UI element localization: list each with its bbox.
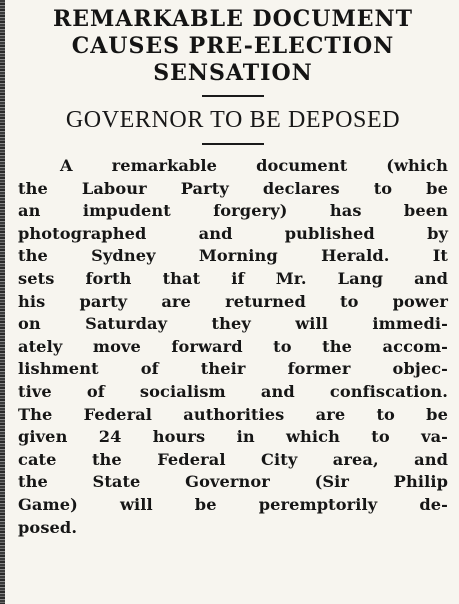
body-line: an impudent forgery) has been [18, 201, 448, 221]
body-line: photographed and published by [18, 223, 448, 243]
body-line: the Sydney Morning Herald. It [18, 246, 448, 266]
news-article [18, 6, 448, 539]
body-line: Game) will be peremptorily de- [18, 494, 448, 514]
body-line: the State Governor (Sir Philip [18, 472, 448, 492]
body-line: ately move forward to the accom- [18, 336, 448, 356]
headline-line: SENSATION [153, 60, 313, 86]
body-line: posed. [18, 517, 78, 537]
headline-divider [202, 95, 264, 97]
body-line: on Saturday they will immedi- [18, 314, 448, 334]
headline-line: REMARKABLE DOCUMENT [52, 6, 414, 32]
body-line: the Labour Party declares to be [18, 178, 448, 198]
body-line: cate the Federal City area, and [18, 449, 448, 469]
body-line: his party are returned to power [18, 291, 448, 311]
headline [18, 6, 448, 87]
subheadline-divider [202, 143, 264, 145]
body-line: A remarkable document (which [60, 156, 448, 175]
body-line: The Federal authorities are to be [18, 404, 448, 424]
page-edge-scan-artifact [0, 0, 5, 604]
body-line: sets forth that if Mr. Lang and [18, 268, 448, 288]
body-line: lishment of their former objec- [18, 359, 448, 379]
body-line: given 24 hours in which to va- [18, 427, 448, 447]
headline-line: CAUSES PRE-ELECTION [71, 33, 395, 59]
body-line: tive of socialism and confiscation. [18, 381, 448, 401]
article-body [18, 155, 448, 539]
subheadline: GOVERNOR TO BE DEPOSED [65, 107, 401, 133]
